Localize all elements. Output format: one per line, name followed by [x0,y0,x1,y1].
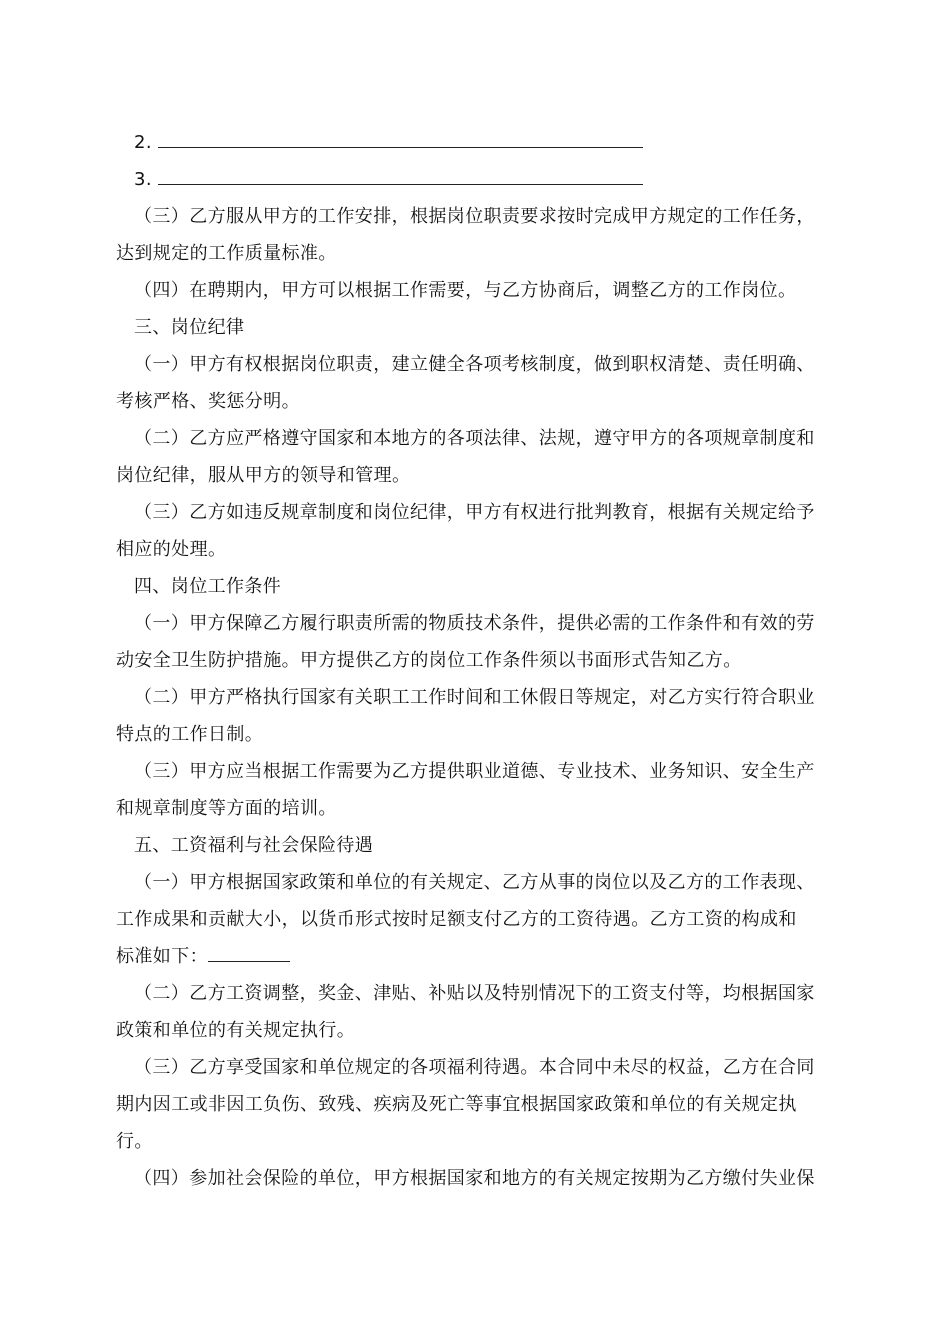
list-item-2 [116,124,836,161]
list-item-3-number: 3. [134,169,152,190]
section-heading-3: 三、岗位纪律 [134,317,245,338]
clause-5-1-line-2: 工作成果和贡献大小，以货币形式按时足额支付乙方的工资待遇。乙方工资的构成和 [116,909,797,930]
clause-3-2-line-1: （二）乙方应严格遵守国家和本地方的各项法律、法规，遵守甲方的各项规章制度和 [134,428,815,449]
clause-4-2-line-1: （二）甲方严格执行国家有关职工工作时间和工休假日等规定，对乙方实行符合职业 [134,687,815,708]
clause-4-3-line-1: （三）甲方应当根据工作需要为乙方提供职业道德、专业技术、业务知识、安全生产 [134,761,815,782]
clause-3-3b-line-2: 相应的处理。 [116,539,227,560]
salary-standard-label: 标准如下： [116,946,208,967]
list-item-2-number: 2. [134,132,152,153]
clause-4-3-line-2: 和规章制度等方面的培训。 [116,798,337,819]
salary-standard-blank [208,947,290,962]
clause-3-3b-line-1: （三）乙方如违反规章制度和岗位纪律，甲方有权进行批判教育，根据有关规定给予 [134,502,815,523]
clause-4-1-line-1: （一）甲方保障乙方履行职责所需的物质技术条件，提供必需的工作条件和有效的劳 [134,613,815,634]
clause-5-3-line-2: 期内因工或非因工负伤、致残、疾病及死亡等事宜根据国家政策和单位的有关规定执 [116,1094,797,1115]
clause-4-2-line-2: 特点的工作日制。 [116,724,264,745]
clause-3-1-line-2: 考核严格、奖惩分明。 [116,391,300,412]
fill-in-blank-3 [158,170,643,185]
clause-3-3-line-1: （三）乙方服从甲方的工作安排，根据岗位职责要求按时完成甲方规定的工作任务， [134,206,815,227]
clause-5-3-line-1: （三）乙方享受国家和单位规定的各项福利待遇。本合同中未尽的权益，乙方在合同 [134,1057,815,1078]
clause-5-2-line-1: （二）乙方工资调整，奖金、津贴、补贴以及特别情况下的工资支付等，均根据国家 [134,983,815,1004]
list-item-3 [116,161,836,198]
clause-3-3-line-2: 达到规定的工作质量标准。 [116,243,337,264]
clause-4-1-line-2: 动安全卫生防护措施。甲方提供乙方的岗位工作条件须以书面形式告知乙方。 [116,650,742,671]
document-page [116,124,836,1197]
clause-2-4: （四）在聘期内，甲方可以根据工作需要，与乙方协商后，调整乙方的工作岗位。 [134,280,797,301]
clause-5-1-line-1: （一）甲方根据国家政策和单位的有关规定、乙方从事的岗位以及乙方的工作表现、 [134,872,815,893]
clause-5-2-line-2: 政策和单位的有关规定执行。 [116,1020,356,1041]
clause-3-2-line-2: 岗位纪律，服从甲方的领导和管理。 [116,465,411,486]
clause-5-1-line-3 [116,938,836,975]
section-heading-4: 四、岗位工作条件 [134,576,282,597]
clause-5-4-line-1: （四）参加社会保险的单位，甲方根据国家和地方的有关规定按期为乙方缴付失业保 [134,1168,815,1189]
clause-3-1-line-1: （一）甲方有权根据岗位职责，建立健全各项考核制度，做到职权清楚、责任明确、 [134,354,815,375]
section-heading-5: 五、工资福利与社会保险待遇 [134,835,374,856]
fill-in-blank-2 [158,133,643,148]
clause-5-3-line-3: 行。 [116,1131,153,1152]
